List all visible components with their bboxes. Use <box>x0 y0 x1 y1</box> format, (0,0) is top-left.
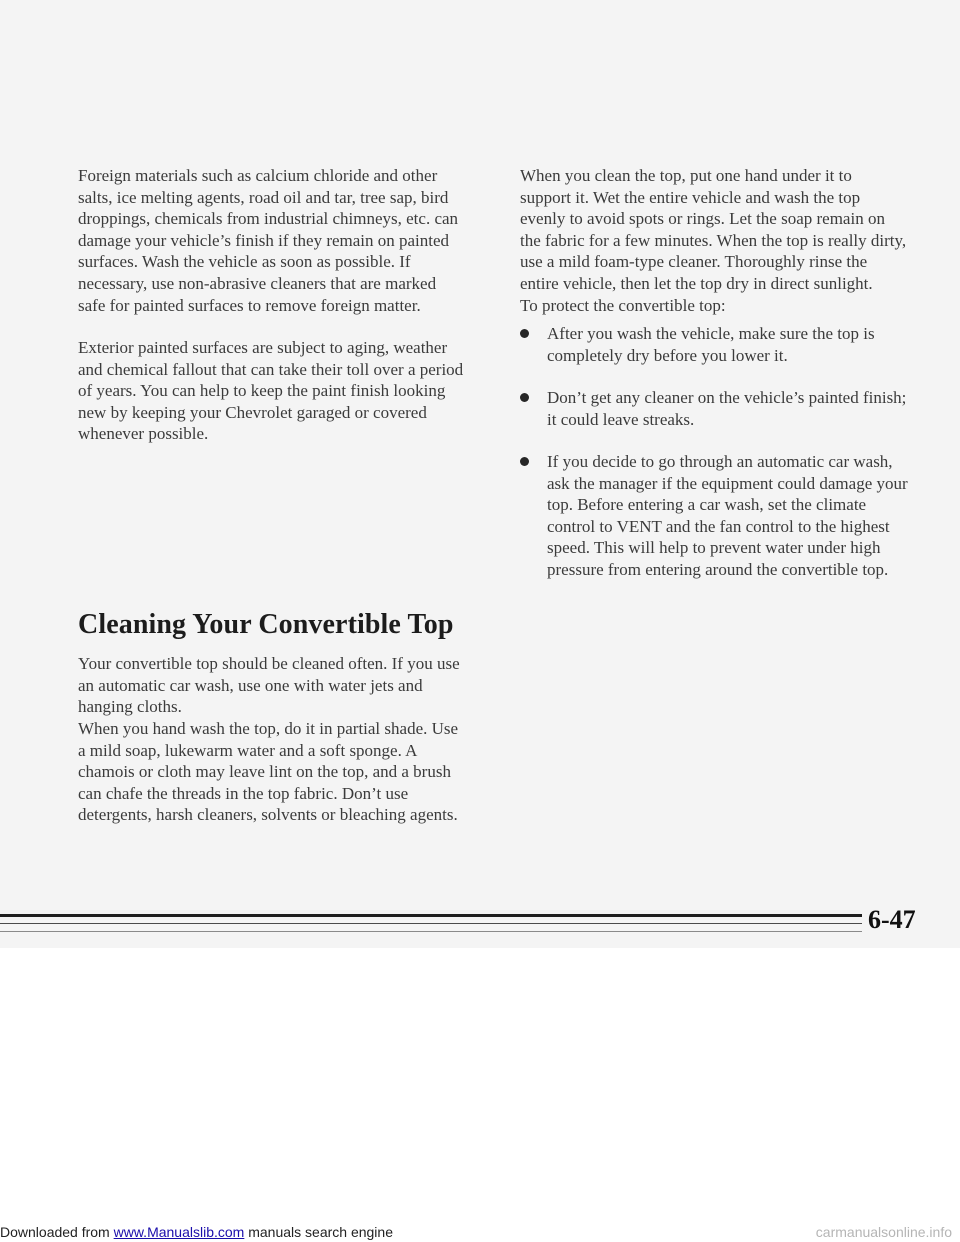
foreign-materials-paragraph: Foreign materials such as calcium chloride and other salts, ice melting agents, road oil and tar, tree sap, bird droppings, chemicals from industrial chimneys, etc. can damage your vehicle’s finish if they remain on painted surfaces. Wash the vehicle as soon as possible. If necessary, use non-abrasive cleaners that are marked safe for painted surfaces to remove foreign matter. <box>78 166 459 315</box>
bullet-icon <box>520 457 529 466</box>
protect-intro: To protect the convertible top: <box>520 296 726 315</box>
bullet-text: If you decide to go through an automatic car wash, ask the manager if the equipment could damage your top. Before entering a car wash, set the climate control to VENT and the fan control to the highest speed. This will help to prevent water under high pressure from entering around the convertible top. <box>547 452 908 579</box>
download-prefix: Downloaded from <box>0 1224 114 1240</box>
download-notice <box>0 1222 393 1242</box>
convertible-top-intro-paragraph: Your convertible top should be cleaned often. If you use an automatic car wash, use one with water jets and hanging cloths. <box>78 654 460 717</box>
footer-rule <box>0 931 862 932</box>
bullet-icon <box>520 393 529 402</box>
clean-top-paragraph: When you clean the top, put one hand under it to support it. Wet the entire vehicle and wash the top evenly to avoid spots or rings. Let the soap remain on the fabric for a few minutes. When the top is really dirty, use a mild foam-type cleaner. Thoroughly rinse the entire vehicle, then let the top dry in direct sunlight. <box>520 166 907 293</box>
download-footer <box>0 1222 960 1242</box>
manualslib-link[interactable]: www.Manualslib.com <box>113 1224 245 1240</box>
bullet-text: After you wash the vehicle, make sure the top is completely dry before you lower it. <box>547 324 875 365</box>
watermark: carmanualsonline.info <box>815 1224 952 1240</box>
page-number: 6-47 <box>868 905 916 934</box>
footer-rule <box>0 914 862 917</box>
bullet-icon <box>520 329 529 338</box>
download-suffix: manuals search engine <box>244 1224 393 1240</box>
section-heading: Cleaning Your Convertible Top <box>78 609 454 640</box>
footer-rule <box>0 923 862 924</box>
exterior-surfaces-paragraph: Exterior painted surfaces are subject to aging, weather and chemical fallout that can take their toll over a period of years. You can help to keep the paint finish looking new by keeping your Chevrolet garaged or covered whenever possible. <box>78 338 464 444</box>
hand-wash-paragraph: When you hand wash the top, do it in partial shade. Use a mild soap, lukewarm water and a soft sponge. A chamois or cloth may leave lint on the top, and a brush can chafe the threads in the top fabric. Don’t use detergents, harsh cleaners, solvents or bleaching agents. <box>78 719 459 825</box>
bullet-text: Don’t get any cleaner on the vehicle’s painted finish; it could leave streaks. <box>547 388 907 429</box>
